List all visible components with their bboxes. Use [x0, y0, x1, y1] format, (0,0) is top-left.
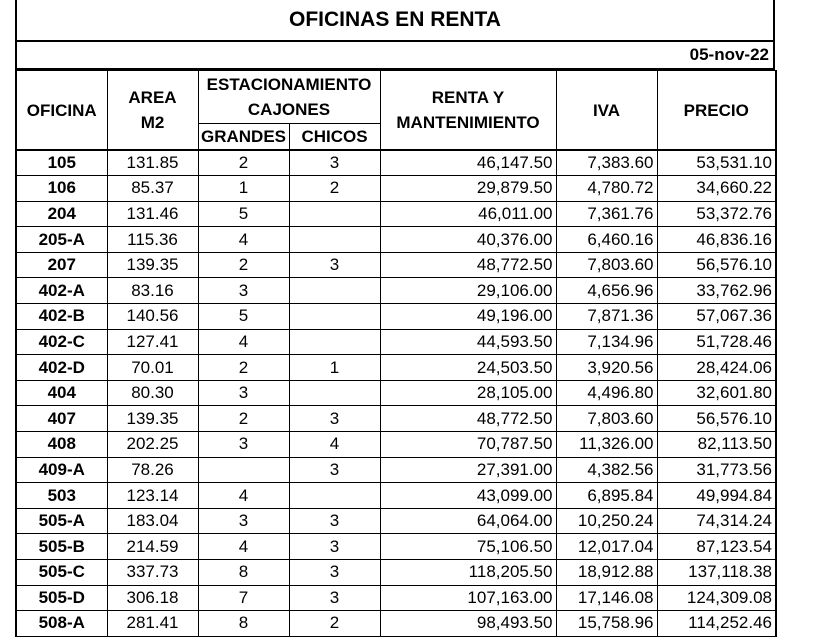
cell-renta: 46,147.50: [380, 150, 556, 176]
cell-chicos: 3: [289, 585, 380, 611]
cell-chicos: 4: [289, 432, 380, 458]
cell-area: 214.59: [107, 534, 198, 560]
cell-oficina: 505-D: [16, 585, 107, 611]
table-row: [16, 534, 776, 560]
cell-area: 127.41: [107, 329, 198, 355]
cell-renta: 24,503.50: [380, 355, 556, 381]
table-row: [16, 150, 776, 176]
cell-renta: 98,493.50: [380, 611, 556, 637]
cell-iva: 4,382.56: [556, 457, 657, 483]
cell-iva: 6,460.16: [556, 227, 657, 253]
header-estacionamiento: [198, 71, 380, 124]
cell-grandes: 2: [198, 252, 289, 278]
cell-renta: 49,196.00: [380, 304, 556, 330]
table-row: [16, 406, 776, 432]
table-row: [16, 252, 776, 278]
table-row: [16, 585, 776, 611]
cell-iva: 7,361.76: [556, 201, 657, 227]
cell-precio: 124,309.08: [657, 585, 776, 611]
cell-area: 131.85: [107, 150, 198, 176]
cell-oficina: 505-B: [16, 534, 107, 560]
cell-grandes: 7: [198, 585, 289, 611]
cell-chicos: 1: [289, 355, 380, 381]
table-row: [16, 483, 776, 509]
cell-renta: 44,593.50: [380, 329, 556, 355]
cell-grandes: 4: [198, 534, 289, 560]
cell-oficina: 105: [16, 150, 107, 176]
header-estac-line2: CAJONES: [247, 100, 331, 119]
header-area: [107, 71, 198, 151]
cell-chicos: [289, 227, 380, 253]
cell-precio: 56,576.10: [657, 406, 776, 432]
table-body: [16, 150, 776, 636]
cell-precio: 31,773.56: [657, 457, 776, 483]
header-renta-line1: RENTA Y: [431, 88, 505, 107]
table-row: [16, 611, 776, 637]
cell-iva: 7,383.60: [556, 150, 657, 176]
table-row: [16, 329, 776, 355]
cell-iva: 10,250.24: [556, 508, 657, 534]
cell-oficina: 508-A: [16, 611, 107, 637]
header-oficina: OFICINA: [16, 71, 107, 151]
cell-grandes: 3: [198, 508, 289, 534]
cell-grandes: 4: [198, 329, 289, 355]
cell-chicos: [289, 380, 380, 406]
cell-precio: 49,994.84: [657, 483, 776, 509]
cell-oficina: 402-B: [16, 304, 107, 330]
cell-renta: 28,105.00: [380, 380, 556, 406]
cell-iva: 12,017.04: [556, 534, 657, 560]
cell-iva: 11,326.00: [556, 432, 657, 458]
cell-precio: 33,762.96: [657, 278, 776, 304]
cell-renta: 40,376.00: [380, 227, 556, 253]
header-iva: IVA: [556, 71, 657, 151]
cell-grandes: 2: [198, 406, 289, 432]
cell-area: 131.46: [107, 201, 198, 227]
cell-chicos: [289, 483, 380, 509]
offices-table: [15, 70, 777, 637]
spreadsheet: [15, 0, 775, 637]
cell-area: 70.01: [107, 355, 198, 381]
cell-iva: 6,895.84: [556, 483, 657, 509]
cell-renta: 107,163.00: [380, 585, 556, 611]
cell-oficina: 402-A: [16, 278, 107, 304]
cell-precio: 57,067.36: [657, 304, 776, 330]
cell-grandes: 5: [198, 201, 289, 227]
cell-iva: 4,780.72: [556, 176, 657, 202]
cell-area: 281.41: [107, 611, 198, 637]
table-row: [16, 176, 776, 202]
table-row: [16, 560, 776, 586]
cell-oficina: 409-A: [16, 457, 107, 483]
cell-area: 183.04: [107, 508, 198, 534]
cell-area: 139.35: [107, 406, 198, 432]
cell-precio: 32,601.80: [657, 380, 776, 406]
cell-oficina: 207: [16, 252, 107, 278]
cell-precio: 114,252.46: [657, 611, 776, 637]
date-label: 05-nov-22: [689, 45, 769, 64]
cell-iva: 17,146.08: [556, 585, 657, 611]
cell-chicos: [289, 201, 380, 227]
table-row: [16, 508, 776, 534]
cell-renta: 46,011.00: [380, 201, 556, 227]
cell-area: 139.35: [107, 252, 198, 278]
cell-grandes: 3: [198, 432, 289, 458]
cell-chicos: 2: [289, 611, 380, 637]
cell-iva: 15,758.96: [556, 611, 657, 637]
cell-grandes: 2: [198, 355, 289, 381]
cell-area: 83.16: [107, 278, 198, 304]
cell-renta: 48,772.50: [380, 252, 556, 278]
cell-grandes: 8: [198, 611, 289, 637]
table-row: [16, 278, 776, 304]
cell-chicos: 3: [289, 534, 380, 560]
cell-renta: 118,205.50: [380, 560, 556, 586]
table-row: [16, 432, 776, 458]
header-area-line1: AREA: [128, 88, 177, 107]
cell-area: 78.26: [107, 457, 198, 483]
cell-chicos: 3: [289, 560, 380, 586]
cell-iva: 7,871.36: [556, 304, 657, 330]
cell-renta: 29,106.00: [380, 278, 556, 304]
header-grandes: GRANDES: [198, 124, 289, 151]
cell-chicos: 2: [289, 176, 380, 202]
cell-precio: 51,728.46: [657, 329, 776, 355]
header-estac-line1: ESTACIONAMIENTO: [206, 75, 372, 94]
cell-precio: 87,123.54: [657, 534, 776, 560]
table-row: [16, 457, 776, 483]
cell-precio: 53,372.76: [657, 201, 776, 227]
cell-chicos: [289, 278, 380, 304]
cell-renta: 29,879.50: [380, 176, 556, 202]
cell-precio: 82,113.50: [657, 432, 776, 458]
cell-precio: 137,118.38: [657, 560, 776, 586]
cell-area: 306.18: [107, 585, 198, 611]
cell-oficina: 205-A: [16, 227, 107, 253]
cell-area: 140.56: [107, 304, 198, 330]
cell-oficina: 106: [16, 176, 107, 202]
cell-grandes: 3: [198, 380, 289, 406]
table-row: [16, 304, 776, 330]
cell-chicos: 3: [289, 508, 380, 534]
cell-renta: 27,391.00: [380, 457, 556, 483]
cell-renta: 75,106.50: [380, 534, 556, 560]
cell-iva: 7,803.60: [556, 252, 657, 278]
cell-grandes: 4: [198, 227, 289, 253]
cell-grandes: 8: [198, 560, 289, 586]
cell-area: 85.37: [107, 176, 198, 202]
cell-precio: 56,576.10: [657, 252, 776, 278]
cell-iva: 18,912.88: [556, 560, 657, 586]
cell-chicos: 3: [289, 150, 380, 176]
cell-grandes: 1: [198, 176, 289, 202]
table-row: [16, 201, 776, 227]
cell-precio: 46,836.16: [657, 227, 776, 253]
cell-chicos: [289, 329, 380, 355]
sheet-title: OFICINAS EN RENTA: [15, 0, 775, 42]
cell-area: 115.36: [107, 227, 198, 253]
cell-iva: 3,920.56: [556, 355, 657, 381]
cell-oficina: 503: [16, 483, 107, 509]
cell-oficina: 505-A: [16, 508, 107, 534]
cell-grandes: 4: [198, 483, 289, 509]
cell-iva: 4,656.96: [556, 278, 657, 304]
table-header: [16, 71, 776, 151]
header-renta-line2: MANTENIMIENTO: [396, 113, 540, 132]
cell-precio: 53,531.10: [657, 150, 776, 176]
cell-chicos: 3: [289, 252, 380, 278]
cell-precio: 34,660.22: [657, 176, 776, 202]
cell-oficina: 408: [16, 432, 107, 458]
cell-grandes: 3: [198, 278, 289, 304]
cell-renta: 70,787.50: [380, 432, 556, 458]
header-precio: PRECIO: [657, 71, 776, 151]
cell-area: 202.25: [107, 432, 198, 458]
cell-area: 123.14: [107, 483, 198, 509]
cell-oficina: 204: [16, 201, 107, 227]
cell-oficina: 404: [16, 380, 107, 406]
header-area-line2: M2: [140, 113, 165, 132]
cell-grandes: 5: [198, 304, 289, 330]
cell-precio: 28,424.06: [657, 355, 776, 381]
cell-chicos: [289, 304, 380, 330]
cell-precio: 74,314.24: [657, 508, 776, 534]
cell-chicos: 3: [289, 457, 380, 483]
cell-iva: 7,134.96: [556, 329, 657, 355]
cell-iva: 4,496.80: [556, 380, 657, 406]
cell-oficina: 402-C: [16, 329, 107, 355]
cell-grandes: 2: [198, 150, 289, 176]
cell-chicos: 3: [289, 406, 380, 432]
cell-renta: 43,099.00: [380, 483, 556, 509]
date-row: [15, 42, 775, 70]
table-row: [16, 355, 776, 381]
table-row: [16, 380, 776, 406]
cell-grandes: [198, 457, 289, 483]
cell-iva: 7,803.60: [556, 406, 657, 432]
cell-renta: 48,772.50: [380, 406, 556, 432]
cell-oficina: 402-D: [16, 355, 107, 381]
cell-area: 80.30: [107, 380, 198, 406]
cell-oficina: 407: [16, 406, 107, 432]
cell-area: 337.73: [107, 560, 198, 586]
header-chicos: CHICOS: [289, 124, 380, 151]
header-renta: [380, 71, 556, 151]
table-row: [16, 227, 776, 253]
cell-oficina: 505-C: [16, 560, 107, 586]
cell-renta: 64,064.00: [380, 508, 556, 534]
